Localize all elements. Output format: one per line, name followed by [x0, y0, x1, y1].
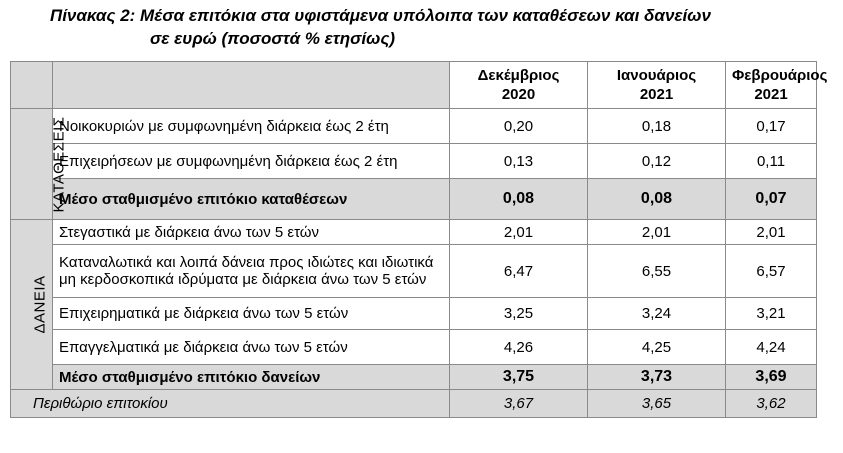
value-cell: 0,08 [450, 179, 588, 220]
value-cell: 3,62 [726, 390, 817, 418]
value-cell: 3,73 [588, 365, 726, 390]
row-label: Επαγγελματικά με διάρκεια άνω των 5 ετών [53, 330, 450, 365]
row-label: Επιχειρηματικά με διάρκεια άνω των 5 ετών [53, 298, 450, 330]
row-label: Επιχειρήσεων με συμφωνημένη διάρκεια έως 2 έτη [53, 144, 450, 179]
header-col-jan-2021: Ιανουάριος 2021 [588, 62, 726, 109]
value-cell: 3,67 [450, 390, 588, 418]
value-cell: 2,01 [450, 220, 588, 245]
table-row [11, 330, 817, 365]
table-title [50, 4, 711, 50]
value-cell: 0,13 [450, 144, 588, 179]
loans-section-label: ΔΑΝΕΙΑ [11, 220, 53, 390]
value-cell: 3,65 [588, 390, 726, 418]
loans-average-row [11, 365, 817, 390]
value-cell: 0,11 [726, 144, 817, 179]
row-label: Καταναλωτικά και λοιπά δάνεια προς ιδιώτες και ιδιωτικά μη κερδοσκοπικά ιδρύματα με διάρκεια άνω των 5 ετών [53, 245, 450, 298]
value-cell: 4,25 [588, 330, 726, 365]
value-cell: 3,25 [450, 298, 588, 330]
value-cell: 4,24 [726, 330, 817, 365]
table-row [11, 298, 817, 330]
table-row [11, 245, 817, 298]
header-col-dec-2020: Δεκέμβριος 2020 [450, 62, 588, 109]
value-cell: 3,21 [726, 298, 817, 330]
table-row [11, 144, 817, 179]
value-cell: 3,24 [588, 298, 726, 330]
value-cell: 3,69 [726, 365, 817, 390]
value-cell: 0,12 [588, 144, 726, 179]
value-cell: 0,18 [588, 109, 726, 144]
header-corner [11, 62, 53, 109]
value-cell: 2,01 [726, 220, 817, 245]
header-label-cell [53, 62, 450, 109]
value-cell: 3,75 [450, 365, 588, 390]
value-cell: 0,07 [726, 179, 817, 220]
value-cell: 6,55 [588, 245, 726, 298]
value-cell: 4,26 [450, 330, 588, 365]
row-label: Στεγαστικά με διάρκεια άνω των 5 ετών [53, 220, 450, 245]
value-cell: 6,47 [450, 245, 588, 298]
row-label: Περιθώριο επιτοκίου [11, 390, 450, 418]
header-row [11, 62, 817, 109]
table-row [11, 109, 817, 144]
value-cell: 6,57 [726, 245, 817, 298]
deposits-section-label: ΚΑΤΑΘΕΣΕΙΣ [11, 109, 53, 220]
value-cell: 0,20 [450, 109, 588, 144]
header-col-feb-2021: Φεβρουάριος 2021 [726, 62, 817, 109]
row-label: Μέσο σταθμισμένο επιτόκιο καταθέσεων [53, 179, 450, 220]
deposits-average-row [11, 179, 817, 220]
row-label: Μέσο σταθμισμένο επιτόκιο δανείων [53, 365, 450, 390]
value-cell: 2,01 [588, 220, 726, 245]
interest-margin-row [11, 390, 817, 418]
row-label: Νοικοκυριών με συμφωνημένη διάρκεια έως 2 έτη [53, 109, 450, 144]
value-cell: 0,17 [726, 109, 817, 144]
title-line-2: σε ευρώ (ποσοστά % ετησίως) [150, 29, 396, 48]
title-line-1: Πίνακας 2: Μέσα επιτόκια στα υφιστάμενα υπόλοιπα των καταθέσεων και δανείων [50, 6, 711, 25]
value-cell: 0,08 [588, 179, 726, 220]
table-row [11, 220, 817, 245]
interest-rates-table [10, 61, 828, 418]
